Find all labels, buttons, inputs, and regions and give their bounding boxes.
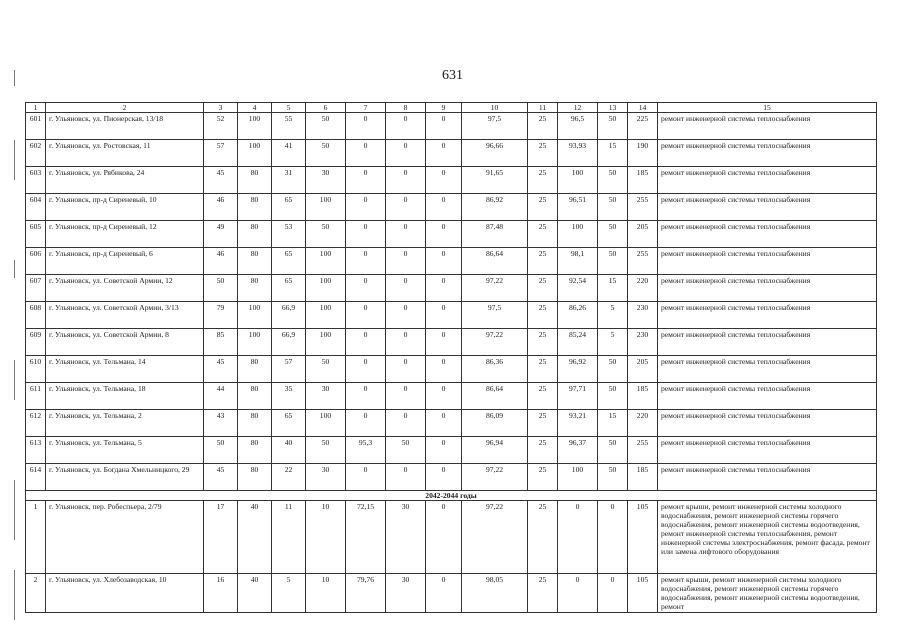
- column-number-cell: 7: [346, 103, 386, 113]
- value-cell: 220: [628, 275, 658, 302]
- value-cell: 0: [426, 437, 462, 464]
- value-cell: 80: [238, 221, 272, 248]
- value-cell: 50: [598, 248, 628, 275]
- row-number-cell: 611: [26, 383, 46, 410]
- value-cell: 86,64: [462, 248, 528, 275]
- value-cell: 100: [238, 329, 272, 356]
- address-cell: г. Ульяновск, ул. Советской Армии, 12: [46, 275, 204, 302]
- value-cell: 97,22: [462, 464, 528, 491]
- column-number-cell: 12: [558, 103, 598, 113]
- work-type-cell: ремонт инженерной системы теплоснабжения: [658, 275, 877, 302]
- value-cell: 95,3: [346, 437, 386, 464]
- row-number-cell: 608: [26, 302, 46, 329]
- table-row: [26, 464, 877, 491]
- column-number-cell: 6: [306, 103, 346, 113]
- value-cell: 11: [272, 501, 306, 574]
- value-cell: 25: [528, 574, 558, 613]
- value-cell: 0: [386, 248, 426, 275]
- column-number-cell: 9: [426, 103, 462, 113]
- column-number-cell: 13: [598, 103, 628, 113]
- column-number-cell: 14: [628, 103, 658, 113]
- value-cell: 46: [204, 194, 238, 221]
- value-cell: 0: [386, 221, 426, 248]
- value-cell: 5: [598, 302, 628, 329]
- value-cell: 100: [306, 302, 346, 329]
- address-cell: г. Ульяновск, пр-д Сиреневый, 12: [46, 221, 204, 248]
- value-cell: 96,94: [462, 437, 528, 464]
- value-cell: 0: [426, 140, 462, 167]
- value-cell: 105: [628, 574, 658, 613]
- work-type-cell: ремонт инженерной системы теплоснабжения: [658, 437, 877, 464]
- value-cell: 100: [306, 410, 346, 437]
- value-cell: 40: [238, 501, 272, 574]
- value-cell: 25: [528, 464, 558, 491]
- work-type-cell: ремонт инженерной системы теплоснабжения: [658, 329, 877, 356]
- value-cell: 44: [204, 383, 238, 410]
- value-cell: 80: [238, 194, 272, 221]
- value-cell: 30: [306, 383, 346, 410]
- value-cell: 96,66: [462, 140, 528, 167]
- value-cell: 0: [386, 113, 426, 140]
- value-cell: 97,22: [462, 329, 528, 356]
- row-number-cell: 603: [26, 167, 46, 194]
- value-cell: 50: [598, 383, 628, 410]
- value-cell: 0: [386, 140, 426, 167]
- value-cell: 0: [346, 140, 386, 167]
- address-cell: г. Ульяновск, пр-д Сиреневый, 6: [46, 248, 204, 275]
- address-cell: г. Ульяновск, пер. Робеспьера, 2/79: [46, 501, 204, 574]
- value-cell: 45: [204, 167, 238, 194]
- value-cell: 98,05: [462, 574, 528, 613]
- address-cell: г. Ульяновск, ул. Рябикова, 24: [46, 167, 204, 194]
- value-cell: 50: [598, 221, 628, 248]
- value-cell: 22: [272, 464, 306, 491]
- value-cell: 86,36: [462, 356, 528, 383]
- address-cell: г. Ульяновск, ул. Тельмана, 2: [46, 410, 204, 437]
- table-row: [26, 501, 877, 574]
- value-cell: 46: [204, 248, 238, 275]
- value-cell: 25: [528, 140, 558, 167]
- value-cell: 96,51: [558, 194, 598, 221]
- row-number-cell: 613: [26, 437, 46, 464]
- row-number-cell: 2: [26, 574, 46, 613]
- value-cell: 50: [598, 437, 628, 464]
- value-cell: 100: [238, 302, 272, 329]
- value-cell: 105: [628, 501, 658, 574]
- value-cell: 0: [426, 113, 462, 140]
- table-row: [26, 221, 877, 248]
- value-cell: 52: [204, 113, 238, 140]
- value-cell: 40: [238, 574, 272, 613]
- value-cell: 35: [272, 383, 306, 410]
- value-cell: 30: [386, 501, 426, 574]
- value-cell: 100: [558, 464, 598, 491]
- value-cell: 25: [528, 167, 558, 194]
- value-cell: 0: [426, 302, 462, 329]
- value-cell: 25: [528, 248, 558, 275]
- value-cell: 0: [426, 356, 462, 383]
- address-cell: г. Ульяновск, ул. Пионерская, 13/18: [46, 113, 204, 140]
- value-cell: 49: [204, 221, 238, 248]
- value-cell: 5: [598, 329, 628, 356]
- value-cell: 80: [238, 248, 272, 275]
- row-number-cell: 601: [26, 113, 46, 140]
- value-cell: 100: [238, 113, 272, 140]
- value-cell: 50: [306, 113, 346, 140]
- value-cell: 66,9: [272, 302, 306, 329]
- value-cell: 0: [386, 194, 426, 221]
- table-row: [26, 410, 877, 437]
- value-cell: 53: [272, 221, 306, 248]
- work-type-cell: ремонт инженерной системы теплоснабжения: [658, 464, 877, 491]
- value-cell: 96,37: [558, 437, 598, 464]
- value-cell: 50: [598, 194, 628, 221]
- value-cell: 87,48: [462, 221, 528, 248]
- value-cell: 0: [386, 410, 426, 437]
- work-type-cell: ремонт инженерной системы теплоснабжения: [658, 383, 877, 410]
- column-number-cell: 3: [204, 103, 238, 113]
- work-type-cell: ремонт инженерной системы теплоснабжения: [658, 113, 877, 140]
- work-type-cell: ремонт инженерной системы теплоснабжения: [658, 221, 877, 248]
- value-cell: 86,92: [462, 194, 528, 221]
- value-cell: 0: [346, 194, 386, 221]
- value-cell: 79,76: [346, 574, 386, 613]
- table-row: [26, 194, 877, 221]
- address-cell: г. Ульяновск, ул. Тельмана, 14: [46, 356, 204, 383]
- value-cell: 30: [386, 574, 426, 613]
- value-cell: 96,92: [558, 356, 598, 383]
- value-cell: 100: [306, 248, 346, 275]
- table-row: [26, 437, 877, 464]
- value-cell: 55: [272, 113, 306, 140]
- value-cell: 57: [272, 356, 306, 383]
- value-cell: 25: [528, 221, 558, 248]
- value-cell: 0: [346, 410, 386, 437]
- value-cell: 220: [628, 410, 658, 437]
- value-cell: 10: [306, 574, 346, 613]
- value-cell: 10: [306, 501, 346, 574]
- value-cell: 97,71: [558, 383, 598, 410]
- value-cell: 45: [204, 464, 238, 491]
- value-cell: 97,5: [462, 302, 528, 329]
- value-cell: 230: [628, 329, 658, 356]
- value-cell: 0: [426, 410, 462, 437]
- row-number-cell: 612: [26, 410, 46, 437]
- value-cell: 205: [628, 221, 658, 248]
- value-cell: 0: [426, 501, 462, 574]
- value-cell: 190: [628, 140, 658, 167]
- value-cell: 50: [386, 437, 426, 464]
- value-cell: 0: [346, 329, 386, 356]
- value-cell: 185: [628, 167, 658, 194]
- capital-repair-table: [25, 102, 877, 613]
- value-cell: 41: [272, 140, 306, 167]
- address-cell: г. Ульяновск, ул. Советской Армии, 8: [46, 329, 204, 356]
- value-cell: 100: [306, 329, 346, 356]
- work-type-cell: ремонт инженерной системы теплоснабжения: [658, 167, 877, 194]
- value-cell: 97,22: [462, 501, 528, 574]
- value-cell: 50: [306, 356, 346, 383]
- value-cell: 85,24: [558, 329, 598, 356]
- page-number: 631: [442, 68, 463, 83]
- value-cell: 43: [204, 410, 238, 437]
- value-cell: 0: [386, 383, 426, 410]
- table-row: [26, 356, 877, 383]
- value-cell: 97,5: [462, 113, 528, 140]
- value-cell: 65: [272, 248, 306, 275]
- value-cell: 25: [528, 275, 558, 302]
- value-cell: 65: [272, 194, 306, 221]
- value-cell: 25: [528, 194, 558, 221]
- work-type-cell: ремонт инженерной системы теплоснабжения: [658, 140, 877, 167]
- value-cell: 255: [628, 248, 658, 275]
- address-cell: г. Ульяновск, пр-д Сиреневый, 10: [46, 194, 204, 221]
- value-cell: 25: [528, 356, 558, 383]
- value-cell: 50: [306, 221, 346, 248]
- value-cell: 86,64: [462, 383, 528, 410]
- row-number-cell: 602: [26, 140, 46, 167]
- address-cell: г. Ульяновск, ул. Хлебозаводская, 10: [46, 574, 204, 613]
- value-cell: 80: [238, 275, 272, 302]
- value-cell: 0: [386, 356, 426, 383]
- work-type-cell: ремонт крыши, ремонт инженерной системы холодного водоснабжения, ремонт инженерной системы горячего водоснабжения, ремонт инженерной системы водоотведения, ремонт: [658, 574, 877, 613]
- value-cell: 93,93: [558, 140, 598, 167]
- row-number-cell: 607: [26, 275, 46, 302]
- column-number-cell: 1: [26, 103, 46, 113]
- value-cell: 0: [598, 501, 628, 574]
- value-cell: 100: [558, 167, 598, 194]
- value-cell: 0: [386, 275, 426, 302]
- value-cell: 86,26: [558, 302, 598, 329]
- value-cell: 86,09: [462, 410, 528, 437]
- column-number-cell: 5: [272, 103, 306, 113]
- value-cell: 80: [238, 464, 272, 491]
- row-number-cell: 606: [26, 248, 46, 275]
- value-cell: 25: [528, 302, 558, 329]
- value-cell: 15: [598, 140, 628, 167]
- value-cell: 25: [528, 501, 558, 574]
- section-heading: 2042-2044 годы: [26, 491, 877, 501]
- value-cell: 0: [426, 329, 462, 356]
- table-row: [26, 140, 877, 167]
- value-cell: 50: [598, 113, 628, 140]
- value-cell: 15: [598, 410, 628, 437]
- value-cell: 96,5: [558, 113, 598, 140]
- value-cell: 230: [628, 302, 658, 329]
- column-number-cell: 8: [386, 103, 426, 113]
- value-cell: 0: [346, 113, 386, 140]
- value-cell: 0: [426, 383, 462, 410]
- value-cell: 0: [346, 167, 386, 194]
- value-cell: 0: [346, 356, 386, 383]
- value-cell: 80: [238, 410, 272, 437]
- table-row: [26, 574, 877, 613]
- value-cell: 80: [238, 356, 272, 383]
- work-type-cell: ремонт инженерной системы теплоснабжения: [658, 194, 877, 221]
- address-cell: г. Ульяновск, ул. Тельмана, 18: [46, 383, 204, 410]
- value-cell: 0: [426, 275, 462, 302]
- value-cell: 0: [558, 501, 598, 574]
- value-cell: 185: [628, 383, 658, 410]
- column-number-cell: 2: [46, 103, 204, 113]
- value-cell: 100: [306, 194, 346, 221]
- value-cell: 0: [426, 464, 462, 491]
- value-cell: 50: [204, 437, 238, 464]
- row-number-cell: 609: [26, 329, 46, 356]
- value-cell: 66,9: [272, 329, 306, 356]
- column-number-row: [26, 103, 877, 113]
- value-cell: 50: [598, 167, 628, 194]
- value-cell: 17: [204, 501, 238, 574]
- value-cell: 100: [558, 221, 598, 248]
- value-cell: 50: [598, 356, 628, 383]
- value-cell: 80: [238, 383, 272, 410]
- value-cell: 50: [598, 464, 628, 491]
- value-cell: 50: [306, 437, 346, 464]
- row-number-cell: 605: [26, 221, 46, 248]
- value-cell: 72,15: [346, 501, 386, 574]
- value-cell: 30: [306, 167, 346, 194]
- value-cell: 97,22: [462, 275, 528, 302]
- row-number-cell: 610: [26, 356, 46, 383]
- column-number-cell: 11: [528, 103, 558, 113]
- value-cell: 0: [346, 275, 386, 302]
- value-cell: 65: [272, 410, 306, 437]
- value-cell: 0: [598, 574, 628, 613]
- row-number-cell: 1: [26, 501, 46, 574]
- table-row: [26, 167, 877, 194]
- value-cell: 65: [272, 275, 306, 302]
- value-cell: 255: [628, 194, 658, 221]
- value-cell: 79: [204, 302, 238, 329]
- value-cell: 31: [272, 167, 306, 194]
- value-cell: 25: [528, 329, 558, 356]
- value-cell: 25: [528, 113, 558, 140]
- value-cell: 185: [628, 464, 658, 491]
- value-cell: 0: [346, 248, 386, 275]
- work-type-cell: ремонт крыши, ремонт инженерной системы холодного водоснабжения, ремонт инженерной системы горячего водоснабжения, ремонт инженерной системы водоотведения, ремонт инженерной системы теплоснабжения, ремонт инженерной системы электроснабжения, ремонт фасада, ремонт или замена лифтового оборудования: [658, 501, 877, 574]
- table-row: [26, 302, 877, 329]
- value-cell: 0: [426, 167, 462, 194]
- value-cell: 0: [386, 167, 426, 194]
- value-cell: 45: [204, 356, 238, 383]
- value-cell: 15: [598, 275, 628, 302]
- column-number-cell: 4: [238, 103, 272, 113]
- value-cell: 0: [346, 302, 386, 329]
- section-heading-row: [26, 491, 877, 501]
- value-cell: 25: [528, 410, 558, 437]
- value-cell: 57: [204, 140, 238, 167]
- value-cell: 0: [426, 248, 462, 275]
- work-type-cell: ремонт инженерной системы теплоснабжения: [658, 248, 877, 275]
- table-row: [26, 383, 877, 410]
- value-cell: 255: [628, 437, 658, 464]
- address-cell: г. Ульяновск, ул. Тельмана, 5: [46, 437, 204, 464]
- value-cell: 100: [306, 275, 346, 302]
- address-cell: г. Ульяновск, ул. Советской Армии, 3/13: [46, 302, 204, 329]
- column-number-cell: 10: [462, 103, 528, 113]
- work-type-cell: ремонт инженерной системы теплоснабжения: [658, 302, 877, 329]
- value-cell: 0: [386, 329, 426, 356]
- value-cell: 5: [272, 574, 306, 613]
- table-row: [26, 248, 877, 275]
- value-cell: 25: [528, 383, 558, 410]
- value-cell: 80: [238, 437, 272, 464]
- value-cell: 16: [204, 574, 238, 613]
- work-type-cell: ремонт инженерной системы теплоснабжения: [658, 410, 877, 437]
- margin-scan-marks: [14, 30, 22, 630]
- value-cell: 25: [528, 437, 558, 464]
- value-cell: 98,1: [558, 248, 598, 275]
- value-cell: 0: [346, 221, 386, 248]
- table-row: [26, 113, 877, 140]
- value-cell: 93,21: [558, 410, 598, 437]
- row-number-cell: 604: [26, 194, 46, 221]
- value-cell: 0: [386, 464, 426, 491]
- value-cell: 0: [426, 574, 462, 613]
- value-cell: 100: [238, 140, 272, 167]
- table-row: [26, 329, 877, 356]
- row-number-cell: 614: [26, 464, 46, 491]
- value-cell: 0: [346, 383, 386, 410]
- column-number-cell: 15: [658, 103, 877, 113]
- value-cell: 0: [558, 574, 598, 613]
- value-cell: 50: [204, 275, 238, 302]
- value-cell: 205: [628, 356, 658, 383]
- value-cell: 225: [628, 113, 658, 140]
- value-cell: 0: [386, 302, 426, 329]
- value-cell: 30: [306, 464, 346, 491]
- value-cell: 0: [426, 221, 462, 248]
- value-cell: 85: [204, 329, 238, 356]
- address-cell: г. Ульяновск, ул. Ростовская, 11: [46, 140, 204, 167]
- work-type-cell: ремонт инженерной системы теплоснабжения: [658, 356, 877, 383]
- value-cell: 91,65: [462, 167, 528, 194]
- value-cell: 50: [306, 140, 346, 167]
- table-row: [26, 275, 877, 302]
- value-cell: 80: [238, 167, 272, 194]
- address-cell: г. Ульяновск, ул. Богдана Хмельницкого, 29: [46, 464, 204, 491]
- value-cell: 40: [272, 437, 306, 464]
- value-cell: 0: [346, 464, 386, 491]
- value-cell: 0: [426, 194, 462, 221]
- value-cell: 92,54: [558, 275, 598, 302]
